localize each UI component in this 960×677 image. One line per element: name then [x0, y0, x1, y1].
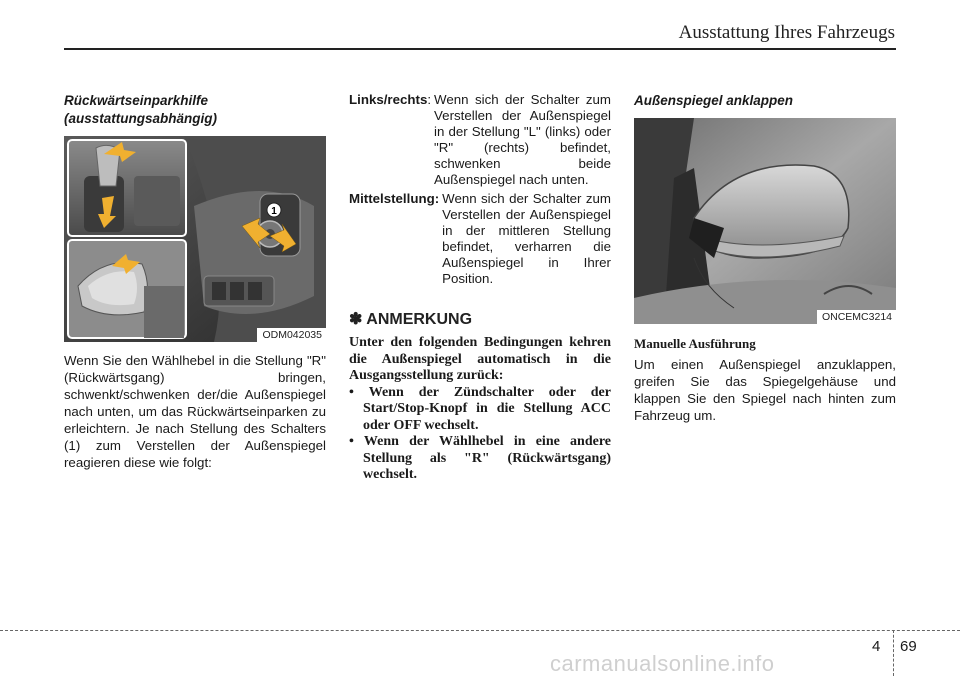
fold-mirror-illustration [634, 118, 896, 324]
subhead-manual: Manuelle Ausführung [634, 336, 756, 351]
note-bullet: • Wenn der Zündschalter oder der Start/Stop-Knopf in die Stellung ACC oder OFF wechselt. [349, 384, 611, 433]
note-bullet-text: Wenn der Zündschalter oder der Start/Stop-Knopf in die Stellung ACC oder OFF wechselt. [363, 384, 611, 433]
page-number: 69 [900, 638, 917, 655]
chapter-number: 4 [872, 638, 881, 655]
column-right [634, 92, 896, 424]
note-title: ANMERKUNG [366, 311, 473, 328]
note-intro: Unter den folgenden Bedingungen kehren die Außenspiegel automatisch in die Ausgangsstellung zurück: [349, 335, 611, 383]
page-number-separator [893, 630, 894, 676]
note-bullet-text: Wenn der Wählhebel in eine andere Stellung als "R" (Rückwärtsgang) wechselt. [363, 434, 611, 482]
definition-item-links-rechts [349, 92, 611, 188]
column-middle [349, 92, 611, 484]
figure-label-oncemc3214: ONCEMC3214 [817, 310, 896, 324]
section-title-fold-mirror: Außenspiegel anklappen [634, 93, 794, 108]
footer-rule [0, 630, 960, 631]
definition-item-mittelstellung [349, 191, 611, 287]
watermark: carmanualsonline.info [550, 651, 775, 676]
term-separator: : [427, 92, 432, 107]
definition-mittelstellung: Wenn sich der Schalter zum Verstellen der Außenspiegel in der mittleren Stellung befindet, verharren die Außenspiegel in Ihrer Position. [442, 191, 611, 286]
definition-links-rechts: Wenn sich der Schalter zum Verstellen der Außenspiegel in der Stellung "L" (links) oder "R" (rechts) befindet, schwenken beide Außenspiegel nach unten. [434, 92, 611, 187]
note-heading [349, 309, 611, 329]
running-header: Ausstattung Ihres Fahrzeugs [678, 22, 895, 43]
section-title-line1: Rückwärtseinparkhilfe [64, 93, 209, 108]
section-title-line2: (ausstattungsabhängig) [64, 111, 218, 126]
door-switch-illustration [64, 136, 326, 342]
column-left [64, 92, 326, 471]
term-links-rechts: Links/rechts [349, 92, 428, 107]
figure-door-switch [64, 136, 326, 342]
header-rule [64, 48, 896, 50]
term-separator: : [434, 191, 440, 206]
definition-list [349, 92, 611, 287]
figure-fold-mirror [634, 118, 896, 324]
parking-aid-paragraph: Wenn Sie den Wählhebel in die Stellung "R" (Rückwärtsgang) bringen, schwenkt/schwenken der/die Außenspiegel nach unten, um das Rückwärtseinparken zu erleichtern. Je nach Stellung des Schalters (1) zum Verstellen der Außenspiegel reagieren diese wie folgt: [64, 353, 326, 470]
callout-1: 1 [271, 206, 277, 217]
note-bullet: • Wenn der Wählhebel in eine andere Stellung als "R" (Rückwärtsgang) wechselt. [349, 434, 611, 482]
figure-label-odm042035: ODM042035 [257, 328, 326, 342]
section-title-parking-aid [64, 92, 326, 128]
fold-mirror-paragraph: Um einen Außenspiegel anzuklappen, greifen Sie das Spiegelgehäuse und klappen Sie den Spiegel nach hinten zum Fahrzeug um. [634, 357, 896, 423]
note-symbol: ✽ [349, 311, 363, 328]
note-bullet-list [349, 385, 611, 484]
term-mittelstellung: Mittelstellung [349, 191, 435, 206]
